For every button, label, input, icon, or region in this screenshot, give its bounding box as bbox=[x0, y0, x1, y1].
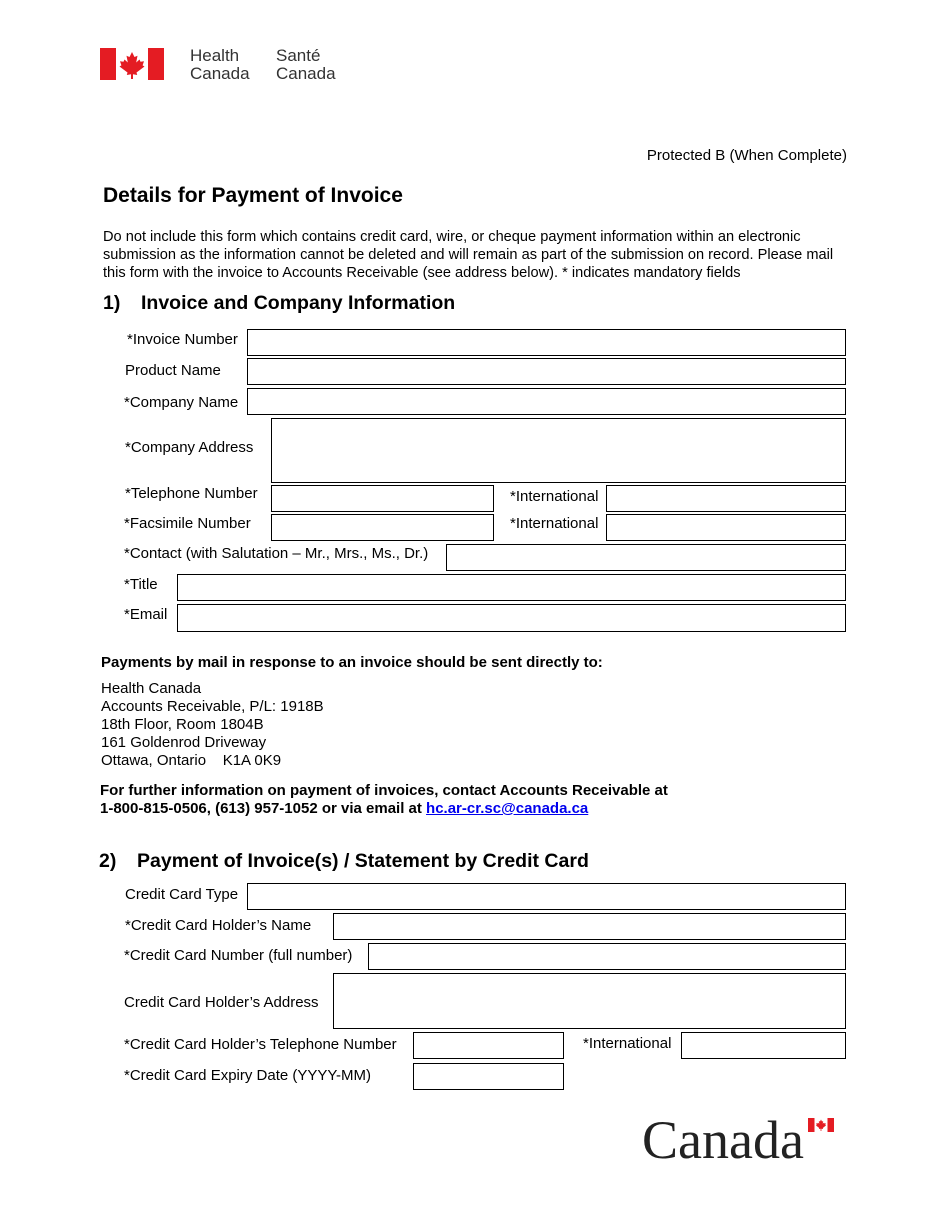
card-type-field[interactable] bbox=[247, 883, 846, 910]
email-label: *Email bbox=[124, 606, 168, 623]
canada-flag-icon bbox=[100, 48, 164, 80]
company-address-field[interactable] bbox=[271, 418, 846, 483]
info-line2-text: 1-800-815-0506, (613) 957-1052 or via email at bbox=[100, 800, 427, 817]
contact-field[interactable] bbox=[446, 544, 846, 571]
address-line: Health Canada bbox=[101, 680, 202, 697]
holder-address-field[interactable] bbox=[333, 973, 846, 1029]
holder-international-field[interactable] bbox=[681, 1032, 846, 1059]
page-title: Details for Payment of Invoice bbox=[103, 184, 403, 207]
section1-heading bbox=[103, 292, 455, 315]
telephone-label: *Telephone Number bbox=[125, 485, 258, 502]
holder-address-label: Credit Card Holder’s Address bbox=[124, 994, 319, 1011]
canada-wordmark-text: Canada bbox=[642, 1110, 804, 1170]
address-line: 161 Goldenrod Driveway bbox=[101, 734, 267, 751]
telephone-international-field[interactable] bbox=[606, 485, 846, 512]
expiry-field[interactable] bbox=[413, 1063, 564, 1090]
section2-heading bbox=[99, 850, 589, 873]
mail-heading: Payments by mail in response to an invoice should be sent directly to: bbox=[101, 654, 603, 671]
expiry-label: *Credit Card Expiry Date (YYYY-MM) bbox=[124, 1067, 372, 1084]
title-label: *Title bbox=[124, 576, 158, 593]
invoice-number-label: *Invoice Number bbox=[127, 331, 238, 348]
international-label-1: *International bbox=[510, 488, 599, 505]
address-line: 18th Floor, Room 1804B bbox=[101, 716, 264, 733]
address-line: Ottawa, Ontario K1A 0K9 bbox=[101, 752, 282, 769]
holder-phone-field[interactable] bbox=[413, 1032, 564, 1059]
product-name-label: Product Name bbox=[125, 362, 221, 379]
section1-number: 1) bbox=[103, 292, 121, 314]
company-name-label: *Company Name bbox=[124, 394, 239, 411]
card-type-label: Credit Card Type bbox=[125, 886, 239, 903]
section2-number: 2) bbox=[99, 850, 117, 872]
product-name-field[interactable] bbox=[247, 358, 846, 385]
holder-phone-label: *Credit Card Holder’s Telephone Number bbox=[124, 1036, 397, 1053]
facsimile-international-field[interactable] bbox=[606, 514, 846, 541]
intro-text: Do not include this form which contains credit card, wire, or cheque payment information within an electronic submission as the information cannot be deleted and will remain as part of the submission on record. Please mail this form with the invoice to Accounts Receivable (see address below). * indicates mandatory fields bbox=[103, 229, 834, 281]
dept-en-line2: Canada bbox=[190, 64, 250, 83]
card-number-field[interactable] bbox=[368, 943, 846, 970]
accounts-receivable-email-link[interactable]: hc.ar-cr.sc@canada.ca bbox=[426, 800, 589, 817]
contact-label: *Contact (with Salutation – Mr., Mrs., Ms., Dr.) bbox=[124, 545, 429, 562]
international-label-2: *International bbox=[510, 515, 599, 532]
holder-name-field[interactable] bbox=[333, 913, 846, 940]
section1-title: Invoice and Company Information bbox=[141, 292, 456, 314]
mailing-address bbox=[101, 680, 324, 770]
email-field[interactable] bbox=[177, 604, 846, 632]
section2-title: Payment of Invoice(s) / Statement by Credit Card bbox=[137, 850, 589, 872]
protected-label: Protected B (When Complete) bbox=[646, 147, 847, 164]
facsimile-field[interactable] bbox=[271, 514, 494, 541]
title-field[interactable] bbox=[177, 574, 846, 601]
info-line1: For further information on payment of invoices, contact Accounts Receivable at bbox=[100, 782, 668, 799]
wordmark-flag-icon bbox=[808, 1118, 834, 1132]
dept-fr-line2: Canada bbox=[276, 64, 336, 83]
dept-fr-line1: Santé bbox=[276, 46, 321, 65]
info-line2 bbox=[100, 800, 588, 818]
holder-name-label: *Credit Card Holder’s Name bbox=[125, 917, 312, 934]
invoice-number-field[interactable] bbox=[247, 329, 846, 356]
company-address-label: *Company Address bbox=[125, 439, 254, 456]
company-name-field[interactable] bbox=[247, 388, 846, 415]
address-line: Accounts Receivable, P/L: 1918B bbox=[101, 698, 324, 715]
telephone-field[interactable] bbox=[271, 485, 494, 512]
dept-en-line1: Health bbox=[190, 46, 240, 65]
card-number-label: *Credit Card Number (full number) bbox=[124, 947, 353, 964]
holder-international-label: *International bbox=[583, 1035, 672, 1052]
facsimile-label: *Facsimile Number bbox=[124, 515, 251, 532]
